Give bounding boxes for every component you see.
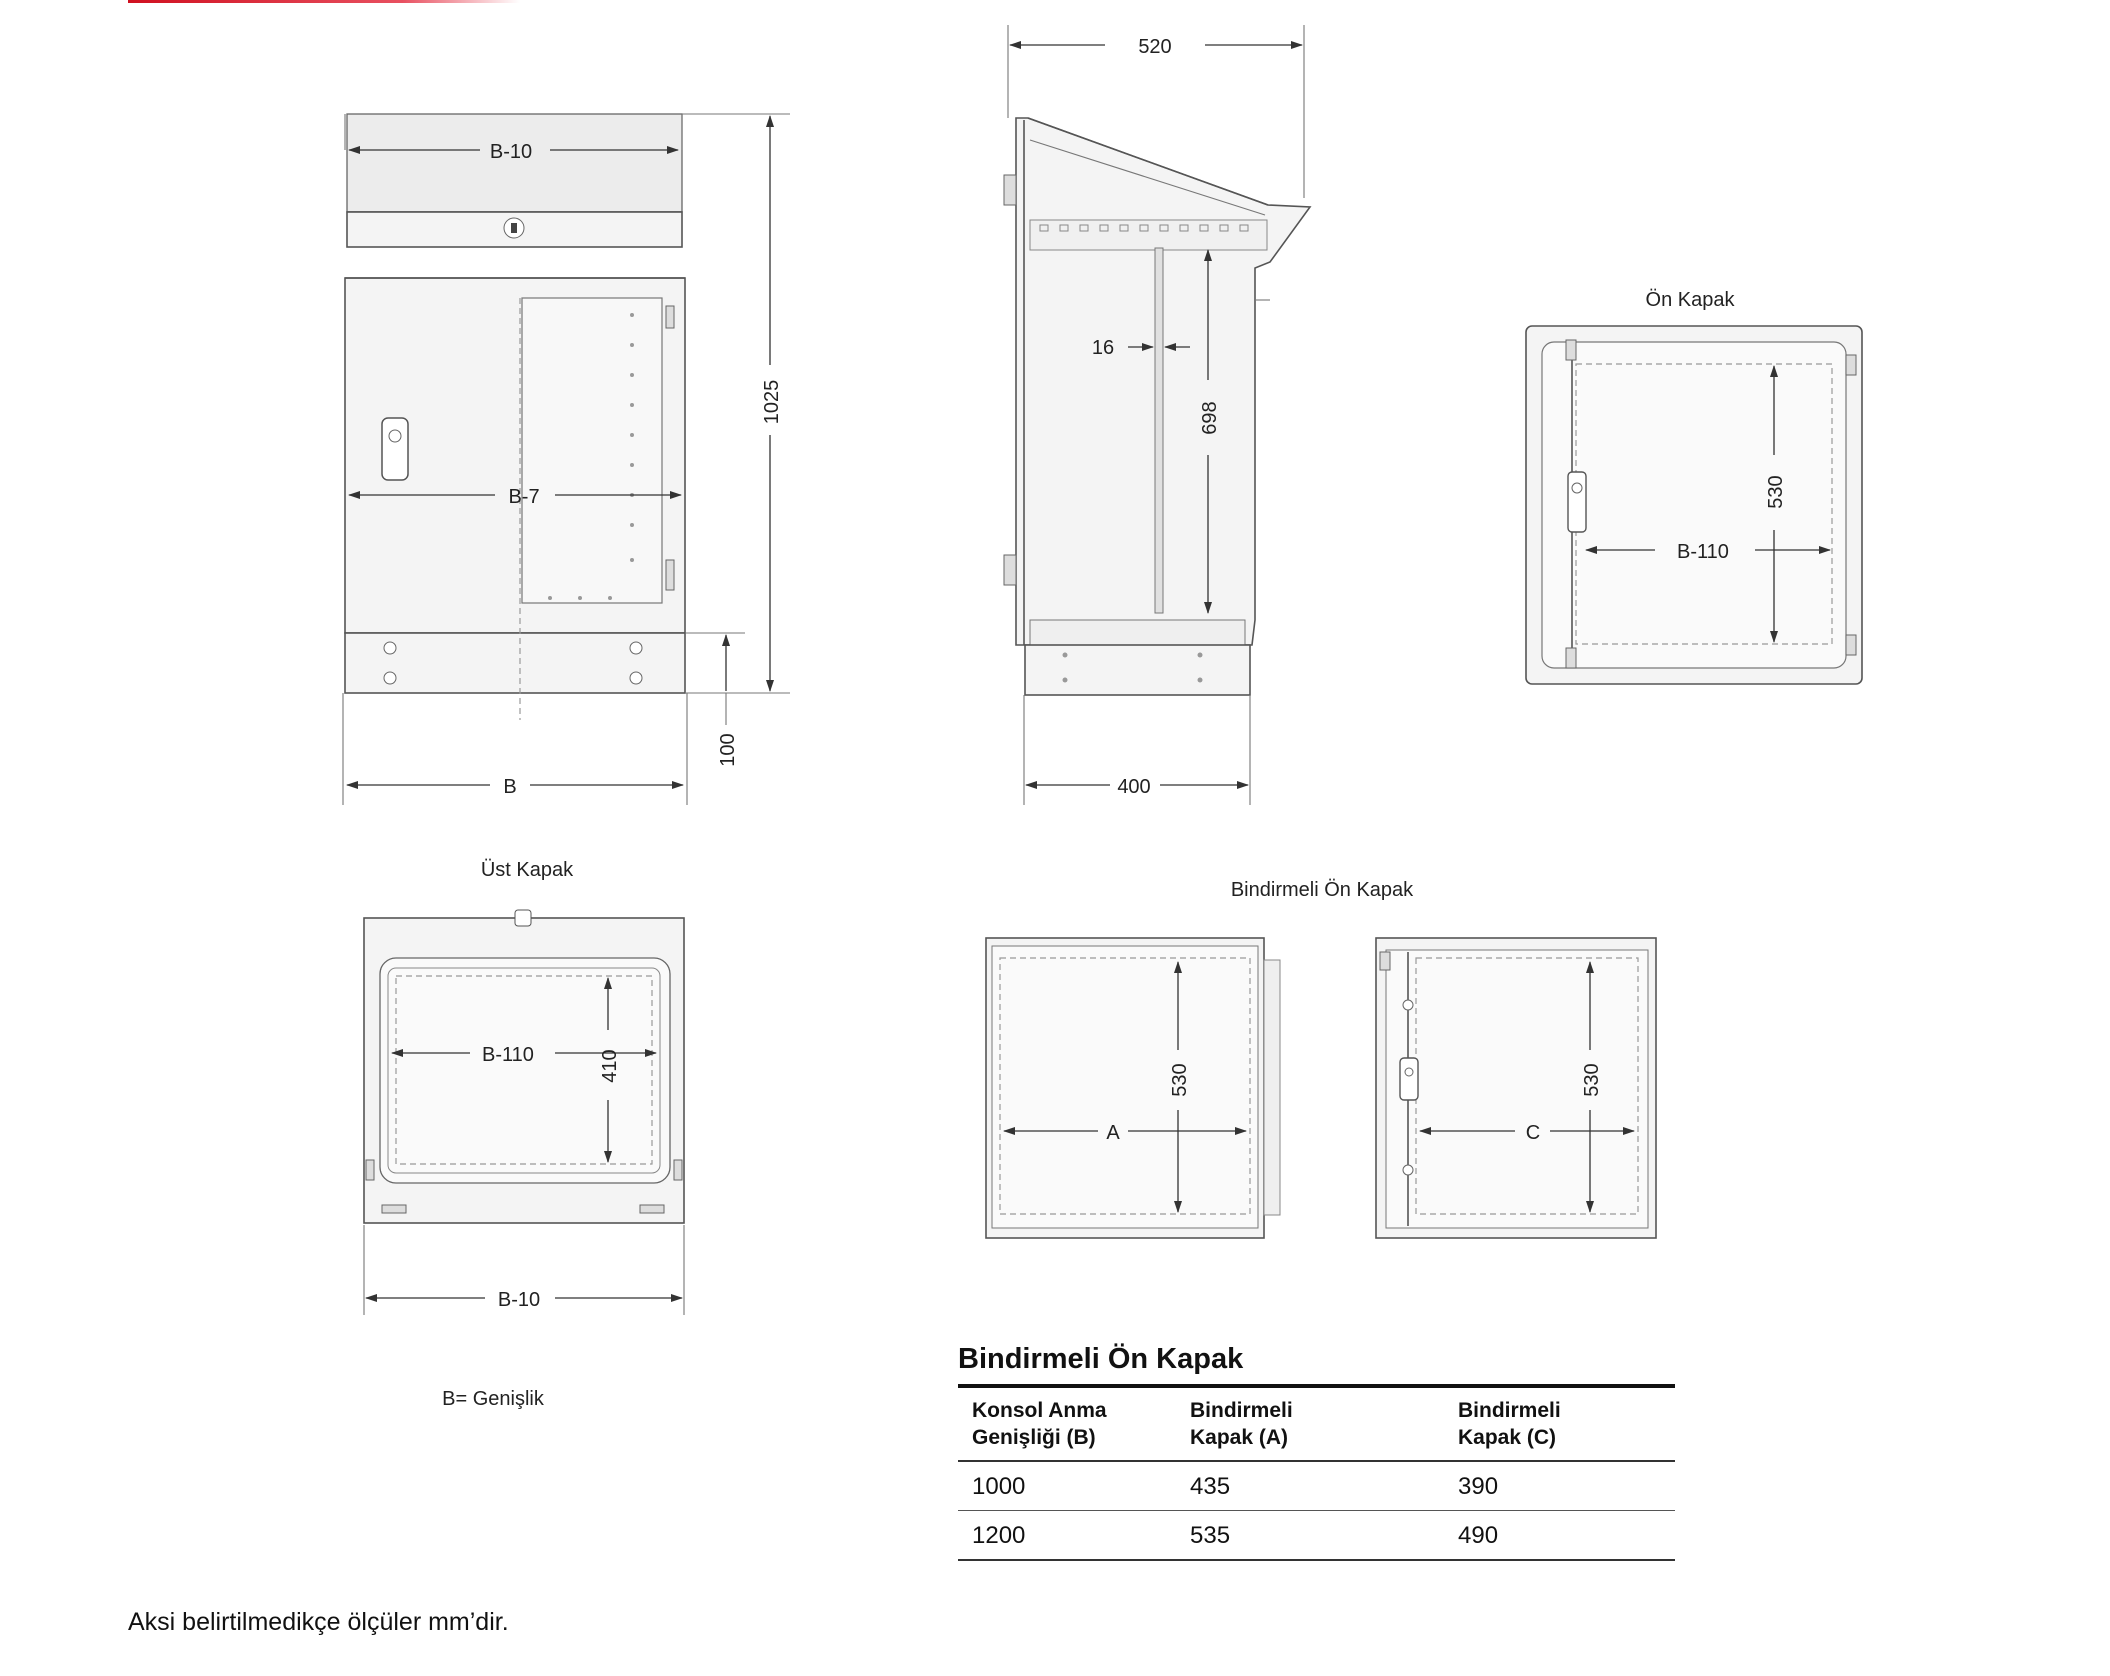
- side-depth-base-label: 400: [1117, 776, 1151, 798]
- header-konsol-genislik: Konsol Anma Genişliği (B): [972, 1399, 1107, 1449]
- ust-kapak-outer-width-label: B-10: [497, 1289, 541, 1311]
- spec-table: [958, 1384, 1675, 1561]
- ust-kapak-caption: Üst Kapak: [480, 859, 574, 881]
- front-height-label: 1025: [761, 379, 783, 425]
- width-legend: B= Genişlik: [442, 1388, 544, 1410]
- side-wall-label: 16: [1091, 337, 1115, 359]
- header-kapak-c: Bindirmeli Kapak (C): [1458, 1399, 1561, 1449]
- footnote: Aksi belirtilmedikçe ölçüler mm’dir.: [128, 1608, 509, 1636]
- bindirmeli-right-width-label: C: [1525, 1122, 1541, 1144]
- side-depth-top-label: 520: [1138, 36, 1172, 58]
- ust-kapak-height-label: 410: [599, 1049, 621, 1083]
- front-plinth-height-label: 100: [717, 733, 739, 767]
- on-kapak-width-label: B-110: [1677, 541, 1729, 563]
- ust-kapak-view: [364, 859, 684, 1315]
- ust-kapak-inner-width-label: B-110: [482, 1044, 534, 1066]
- bindirmeli-caption: Bindirmeli Ön Kapak: [1230, 879, 1414, 901]
- table-cell: 535: [1190, 1522, 1231, 1549]
- table-cell: 1000: [972, 1473, 1026, 1500]
- table-row: [958, 1511, 1675, 1561]
- on-kapak-view: [1526, 289, 1862, 684]
- on-kapak-caption: Ön Kapak: [1645, 289, 1735, 311]
- table-row: [958, 1461, 1675, 1511]
- table-title: Bindirmeli Ön Kapak: [958, 1343, 1244, 1375]
- front-view: [343, 114, 790, 805]
- table-header-row: [958, 1386, 1675, 1461]
- header-kapak-a: Bindirmeli Kapak (A): [1190, 1399, 1293, 1449]
- table-cell: 390: [1458, 1473, 1499, 1500]
- side-view: [1004, 25, 1310, 805]
- front-top-width-label: B-10: [489, 141, 533, 163]
- table-cell: 490: [1458, 1522, 1499, 1549]
- front-base-width-label: B: [503, 776, 517, 798]
- on-kapak-height-label: 530: [1765, 475, 1787, 509]
- bindirmeli-left-width-label: A: [1106, 1122, 1120, 1144]
- table-cell: 435: [1190, 1473, 1231, 1500]
- bindirmeli-left-height-label: 530: [1169, 1063, 1191, 1097]
- table-cell: 1200: [972, 1522, 1026, 1549]
- bindirmeli-right-height-label: 530: [1581, 1063, 1603, 1097]
- front-inner-width-label: B-7: [508, 486, 540, 508]
- side-inner-height-label: 698: [1199, 401, 1221, 435]
- bindirmeli-views: [986, 879, 1656, 1238]
